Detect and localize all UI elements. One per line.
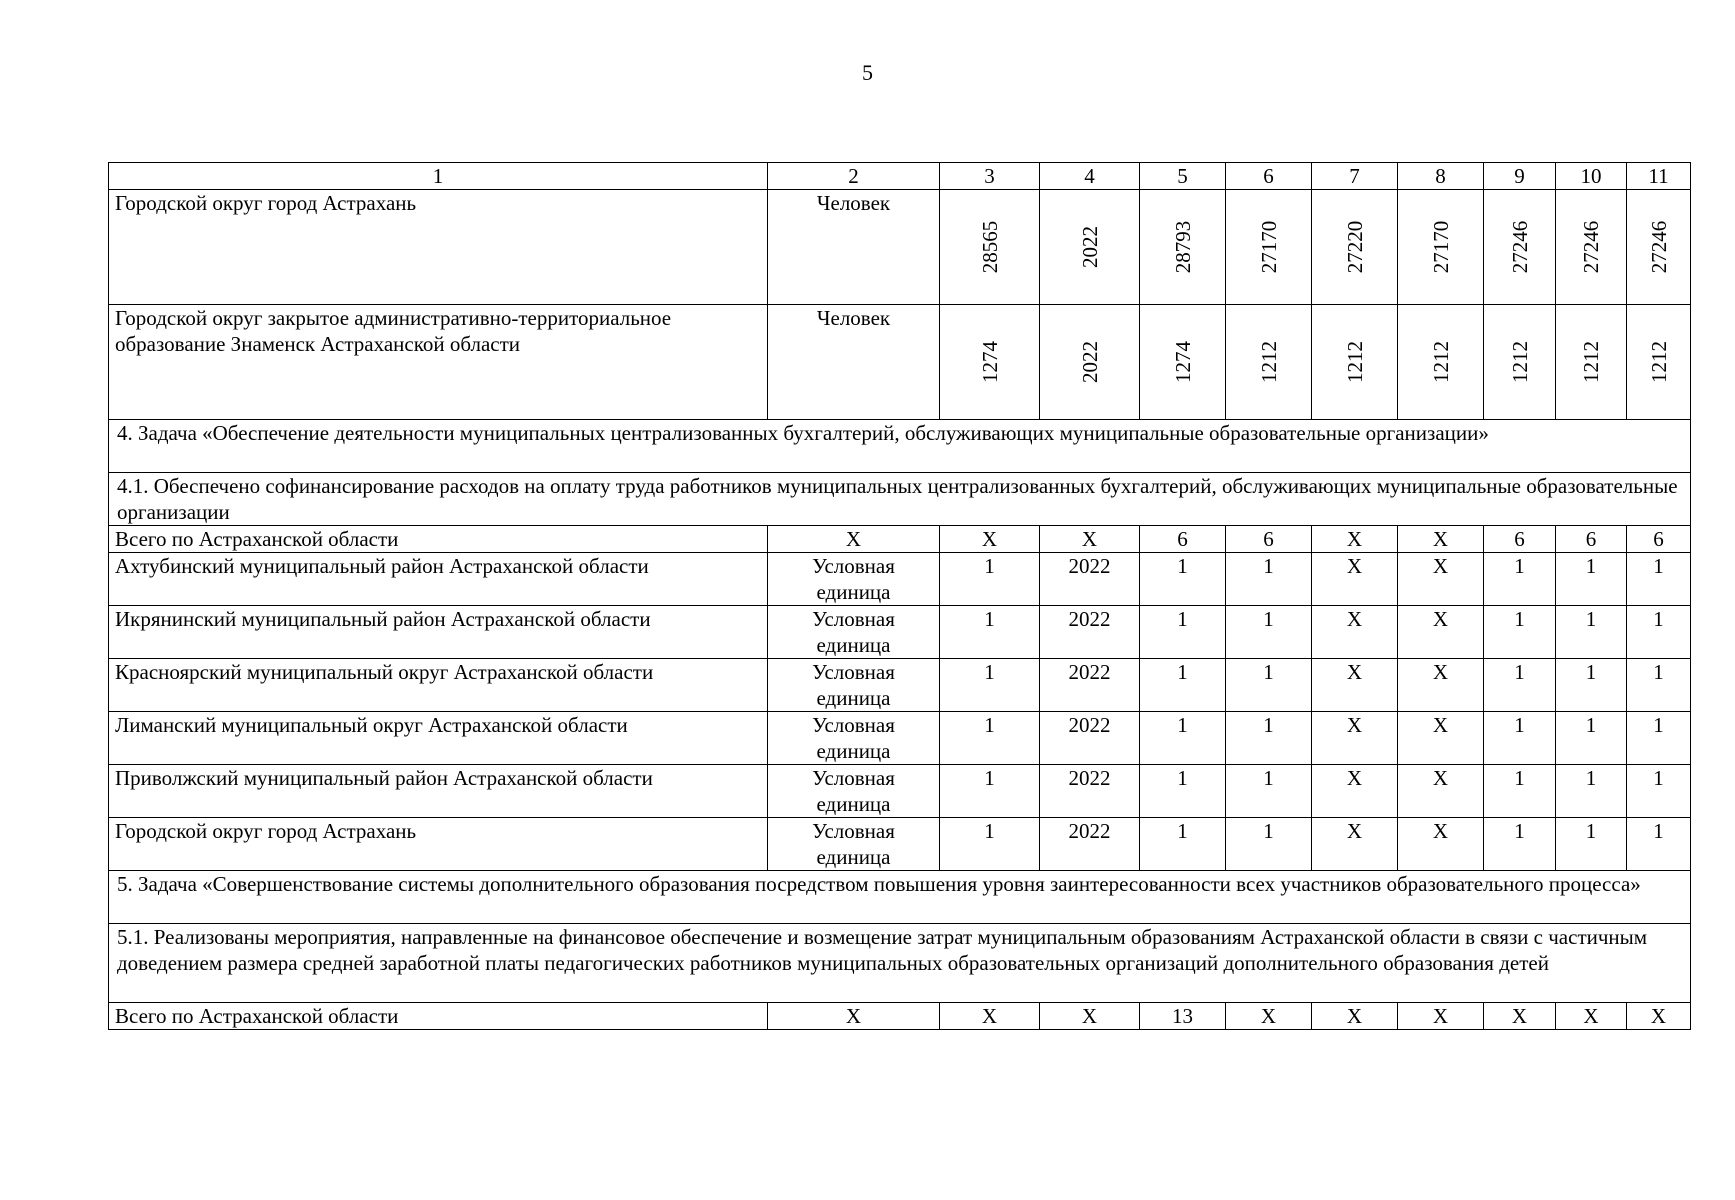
row-value: 2022: [1040, 712, 1140, 765]
row-value: 1: [1226, 712, 1312, 765]
row-unit: Человек: [768, 305, 940, 420]
section-title-row: [109, 473, 1691, 526]
row-value: Х: [1312, 553, 1398, 606]
row-value: 1: [1140, 765, 1226, 818]
row-value: 1: [1627, 818, 1691, 871]
row-name: Лиманский муниципальный округ Астраханской области: [109, 712, 768, 765]
row-value: 1: [940, 818, 1040, 871]
row-value: 2022: [1040, 553, 1140, 606]
row-unit: Условная единица: [768, 553, 940, 606]
row-name: Ахтубинский муниципальный район Астраханской области: [109, 553, 768, 606]
row-value: 1: [1556, 659, 1627, 712]
section-5-1-title: 5.1. Реализованы мероприятия, направленные на финансовое обеспечение и возмещение затрат муниципальным образованиям Астраханской области в связи с частичным доведением размера средней заработной платы педагогических работников муниципальных образовательных организаций дополнительного образования детей: [109, 924, 1691, 1003]
row-unit: Условная единица: [768, 712, 940, 765]
section-title-row: [109, 924, 1691, 1003]
column-number: 7: [1312, 163, 1398, 190]
row-value: Х: [1312, 1003, 1398, 1030]
vertical-value: 27246: [1579, 220, 1603, 274]
vertical-value: 1274: [1170, 341, 1195, 383]
row-value: 1: [1226, 553, 1312, 606]
row-value: 6: [1226, 526, 1312, 553]
table-row: [109, 305, 1691, 420]
vertical-value: 2022: [1077, 341, 1102, 383]
row-value: Х: [1398, 553, 1484, 606]
row-value: 1: [940, 606, 1040, 659]
column-number: 6: [1226, 163, 1312, 190]
row-value: Х: [1627, 1003, 1691, 1030]
column-number: 8: [1398, 163, 1484, 190]
row-value: 1: [1484, 659, 1556, 712]
row-value: 1: [1484, 553, 1556, 606]
row-name: Икрянинский муниципальный район Астраханской области: [109, 606, 768, 659]
section-5-title: 5. Задача «Совершенствование системы дополнительного образования посредством повышения уровня заинтересованности всех участников образовательного процесса»: [109, 871, 1691, 924]
row-value: 1: [940, 712, 1040, 765]
vertical-value: 1212: [1342, 341, 1367, 383]
row-value: 1: [1627, 606, 1691, 659]
row-value: [1556, 190, 1627, 305]
row-value: 2022: [1040, 659, 1140, 712]
row-value: Х: [1398, 712, 1484, 765]
total-row: [109, 526, 1691, 553]
row-value: 6: [1556, 526, 1627, 553]
row-value: [1627, 190, 1691, 305]
vertical-value: 27220: [1342, 220, 1367, 274]
row-value: 1: [1556, 818, 1627, 871]
row-value: 1: [1627, 765, 1691, 818]
row-value: 1: [1226, 606, 1312, 659]
row-value: Х: [1312, 712, 1398, 765]
row-value: Х: [1398, 606, 1484, 659]
indicators-table: [108, 162, 1691, 1030]
row-value: [1556, 305, 1627, 420]
row-value: 1: [940, 553, 1040, 606]
vertical-value: 27246: [1507, 220, 1532, 274]
column-number: 11: [1627, 163, 1691, 190]
row-unit: Условная единица: [768, 659, 940, 712]
row-unit: Условная единица: [768, 818, 940, 871]
column-number: 10: [1556, 163, 1627, 190]
vertical-value: 28565: [977, 220, 1002, 274]
section-4-title: 4. Задача «Обеспечение деятельности муниципальных централизованных бухгалтерий, обслуживающих муниципальные образовательные организации»: [109, 420, 1691, 473]
row-value: 1: [1140, 712, 1226, 765]
column-number: 3: [940, 163, 1040, 190]
row-value: 1: [1140, 818, 1226, 871]
row-name: Красноярский муниципальный округ Астраханской области: [109, 659, 768, 712]
row-value: 1: [1140, 606, 1226, 659]
column-number: 2: [768, 163, 940, 190]
table-row: [109, 553, 1691, 606]
table-row: [109, 659, 1691, 712]
row-value: 6: [1140, 526, 1226, 553]
row-value: 1: [1484, 765, 1556, 818]
row-value: 1: [1226, 818, 1312, 871]
vertical-value: 1212: [1646, 341, 1671, 383]
vertical-value: 1212: [1579, 341, 1603, 383]
vertical-value: 27170: [1256, 220, 1281, 274]
table-row: [109, 606, 1691, 659]
row-value: Х: [1040, 526, 1140, 553]
row-value: Х: [1312, 765, 1398, 818]
table-row: [109, 765, 1691, 818]
row-value: 6: [1627, 526, 1691, 553]
column-number: 1: [109, 163, 768, 190]
row-value: Х: [1398, 1003, 1484, 1030]
row-value: 1: [1627, 712, 1691, 765]
row-value: 1: [940, 765, 1040, 818]
vertical-value: 27246: [1646, 220, 1671, 274]
vertical-value: 1212: [1507, 341, 1532, 383]
row-value: Х: [1312, 526, 1398, 553]
row-name: Всего по Астраханской области: [109, 1003, 768, 1030]
table-row: [109, 712, 1691, 765]
row-name: Городской округ закрытое административно-территориальное образование Знаменск Астраханской области: [109, 305, 768, 420]
row-value: [1140, 190, 1226, 305]
row-unit: Человек: [768, 190, 940, 305]
row-value: [1040, 305, 1140, 420]
row-value: 1: [1140, 659, 1226, 712]
row-value: [940, 190, 1040, 305]
row-value: Х: [1398, 526, 1484, 553]
row-value: [1140, 305, 1226, 420]
row-value: 1: [1627, 553, 1691, 606]
row-name: Городской округ город Астрахань: [109, 818, 768, 871]
column-number: 5: [1140, 163, 1226, 190]
row-value: Х: [1312, 606, 1398, 659]
row-value: [1484, 305, 1556, 420]
row-value: [1312, 305, 1398, 420]
row-value: 2022: [1040, 765, 1140, 818]
row-value: [940, 305, 1040, 420]
row-value: [1226, 190, 1312, 305]
total-row: [109, 1003, 1691, 1030]
table-row: [109, 818, 1691, 871]
section-4-1-title: 4.1. Обеспечено софинансирование расходов на оплату труда работников муниципальных централизованных бухгалтерий, обслуживающих муниципальные образовательные организации: [109, 473, 1691, 526]
row-value: Х: [1040, 1003, 1140, 1030]
row-value: [1398, 305, 1484, 420]
row-value: 1: [1484, 818, 1556, 871]
row-value: [1627, 305, 1691, 420]
row-value: 1: [1140, 553, 1226, 606]
vertical-value: 27170: [1428, 220, 1453, 274]
row-value: 6: [1484, 526, 1556, 553]
table-row: [109, 190, 1691, 305]
row-value: [1484, 190, 1556, 305]
row-unit: Х: [768, 526, 940, 553]
row-value: [1040, 190, 1140, 305]
row-value: Х: [1312, 659, 1398, 712]
row-name: Городской округ город Астрахань: [109, 190, 768, 305]
vertical-value: 1212: [1428, 341, 1453, 383]
vertical-value: 1274: [977, 341, 1002, 383]
section-title-row: [109, 420, 1691, 473]
column-number: 4: [1040, 163, 1140, 190]
row-value: Х: [1556, 1003, 1627, 1030]
row-value: 1: [940, 659, 1040, 712]
row-value: 1: [1556, 765, 1627, 818]
row-value: [1398, 190, 1484, 305]
page-number: 5: [862, 60, 873, 85]
row-value: 1: [1556, 553, 1627, 606]
row-value: Х: [1312, 818, 1398, 871]
row-value: Х: [1398, 765, 1484, 818]
row-value: 1: [1627, 659, 1691, 712]
section-title-row: [109, 871, 1691, 924]
row-value: Х: [1484, 1003, 1556, 1030]
row-unit: Условная единица: [768, 765, 940, 818]
row-unit: Х: [768, 1003, 940, 1030]
row-value: 1: [1484, 712, 1556, 765]
row-value: 13: [1140, 1003, 1226, 1030]
row-value: 2022: [1040, 606, 1140, 659]
row-name: Всего по Астраханской области: [109, 526, 768, 553]
row-value: 1: [1556, 606, 1627, 659]
row-value: 2022: [1040, 818, 1140, 871]
row-value: Х: [940, 1003, 1040, 1030]
row-value: [1226, 305, 1312, 420]
row-name: Приволжский муниципальный район Астраханской области: [109, 765, 768, 818]
row-value: 1: [1226, 659, 1312, 712]
row-value: Х: [1398, 818, 1484, 871]
row-value: Х: [1398, 659, 1484, 712]
row-value: Х: [940, 526, 1040, 553]
vertical-value: 28793: [1170, 220, 1195, 274]
row-unit: Условная единица: [768, 606, 940, 659]
row-value: 1: [1556, 712, 1627, 765]
row-value: 1: [1484, 606, 1556, 659]
table-header-row: [109, 163, 1691, 190]
vertical-value: 2022: [1077, 226, 1102, 268]
vertical-value: 1212: [1256, 341, 1281, 383]
row-value: Х: [1226, 1003, 1312, 1030]
column-number: 9: [1484, 163, 1556, 190]
row-value: 1: [1226, 765, 1312, 818]
row-value: [1312, 190, 1398, 305]
